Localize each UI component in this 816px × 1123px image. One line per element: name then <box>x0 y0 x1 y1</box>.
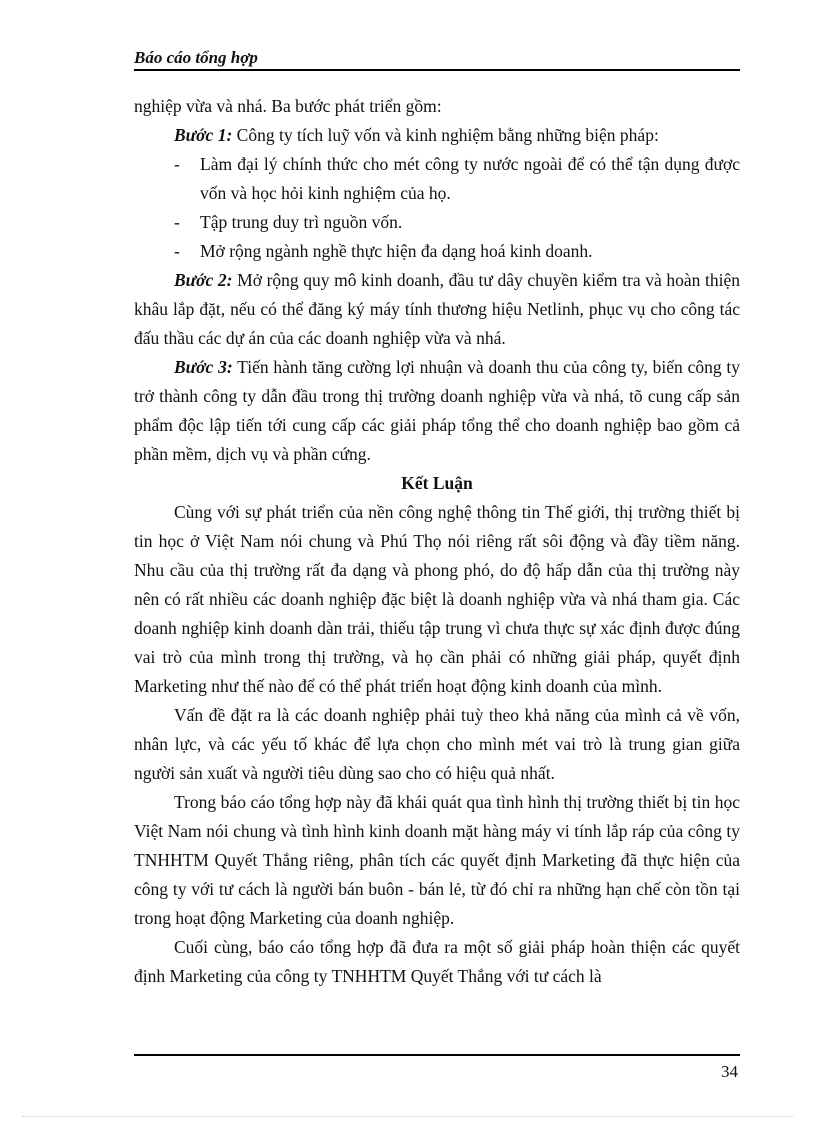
conclusion-paragraph: Cùng với sự phát triển của nền công nghệ thông tin Thế giới, thị trường thiết bị tin học ở Việt Nam nói chung và Phú Thọ nói riêng rất sôi động và đầy tiềm năng. Nhu cầu của thị trường rất đa dạng và phong phó, do độ hấp dẫn của thị trường này nên có rất nhiều các doanh nghiệp đặc biệt là doanh nghiệp vừa và nhá tham gia. Các doanh nghiệp kinh doanh dàn trải, thiếu tập trung vì chưa thực sự xác định được đúng vai trò của mình trong thị trường, và họ cần phải có những giải pháp, quyết định Marketing như thế nào để có thể phát triển hoạt động kinh doanh của mình. <box>134 502 740 696</box>
step-2-label: Bước 2: <box>174 270 233 290</box>
step-3-label: Bước 3: <box>174 357 233 377</box>
conclusion-paragraph: Trong báo cáo tổng hợp này đã khái quát qua tình hình thị trường thiết bị tin học Việt Nam nói chung và tình hình kinh doanh mặt hàng máy vi tính lắp ráp của công ty TNHHTM Quyết Thắng riêng, phân tích các quyết định Marketing đã thực hiện của công ty với tư cách là người bán buôn - bán lẻ, từ đó chỉ ra những hạn chế còn tồn tại trong hoạt động Marketing của doanh nghiệp. <box>134 792 740 928</box>
list-item <box>134 150 740 208</box>
dash-bullet-icon: - <box>174 212 180 232</box>
step-2-paragraph <box>134 266 740 353</box>
step-1-text: Công ty tích luỹ vốn và kinh nghiệm bằng những biện pháp: <box>232 125 659 145</box>
list-item <box>134 208 740 237</box>
step-3-text: Tiến hành tăng cường lợi nhuận và doanh thu của công ty, biến công ty trở thành công ty dẫn đầu trong thị trường doanh nghiệp vừa và nhá, tõ cung cấp sản phẩm độc lập tiến tới cung cấp các giải pháp tổng thể cho doanh nghiệp bao gồm cả phần mềm, dịch vụ và phần cứng. <box>134 357 740 464</box>
header-rule <box>134 69 740 71</box>
intro-line: nghiệp vừa và nhá. Ba bước phát triển gồm: <box>134 96 442 116</box>
conclusion-paragraph: Vấn đề đặt ra là các doanh nghiệp phải tuỳ theo khả năng của mình cả về vốn, nhân lực, và các yếu tố khác để lựa chọn cho mình mét vai trò là trung gian giữa người sản xuất và người tiêu dùng sao cho có hiệu quả nhất. <box>134 705 740 783</box>
step-3-paragraph <box>134 353 740 469</box>
footer-rule <box>134 1054 740 1056</box>
page-body <box>134 92 740 991</box>
dash-bullet-icon: - <box>174 241 180 261</box>
list-item <box>134 237 740 266</box>
page-edge-divider <box>22 1116 794 1117</box>
step-1-paragraph <box>134 121 740 150</box>
dash-bullet-icon: - <box>174 154 180 174</box>
list-item-text: Tập trung duy trì nguồn vốn. <box>200 212 403 232</box>
list-item-text: Mở rộng ngành nghề thực hiện đa dạng hoá kinh doanh. <box>200 241 593 261</box>
step-2-text: Mở rộng quy mô kinh doanh, đầu tư dây chuyền kiểm tra và hoàn thiện khâu lắp đặt, nếu có thể đăng ký máy tính thương hiệu Netlinh, phục vụ cho công tác đấu thầu các dự án của các doanh nghiệp vừa và nhá. <box>134 270 740 348</box>
page-number: 34 <box>721 1062 738 1081</box>
step-1-label: Bước 1: <box>174 125 233 145</box>
conclusion-title: Kết Luận <box>401 473 473 493</box>
conclusion-paragraph: Cuối cùng, báo cáo tổng hợp đã đưa ra một số giải pháp hoàn thiện các quyết định Marketing của công ty TNHHTM Quyết Thắng với tư cách là <box>134 937 740 986</box>
running-header: Báo cáo tổng hợp <box>134 48 258 67</box>
list-item-text: Làm đại lý chính thức cho mét công ty nước ngoài để có thể tận dụng được vốn và học hỏi kinh nghiệm của họ. <box>200 154 740 203</box>
